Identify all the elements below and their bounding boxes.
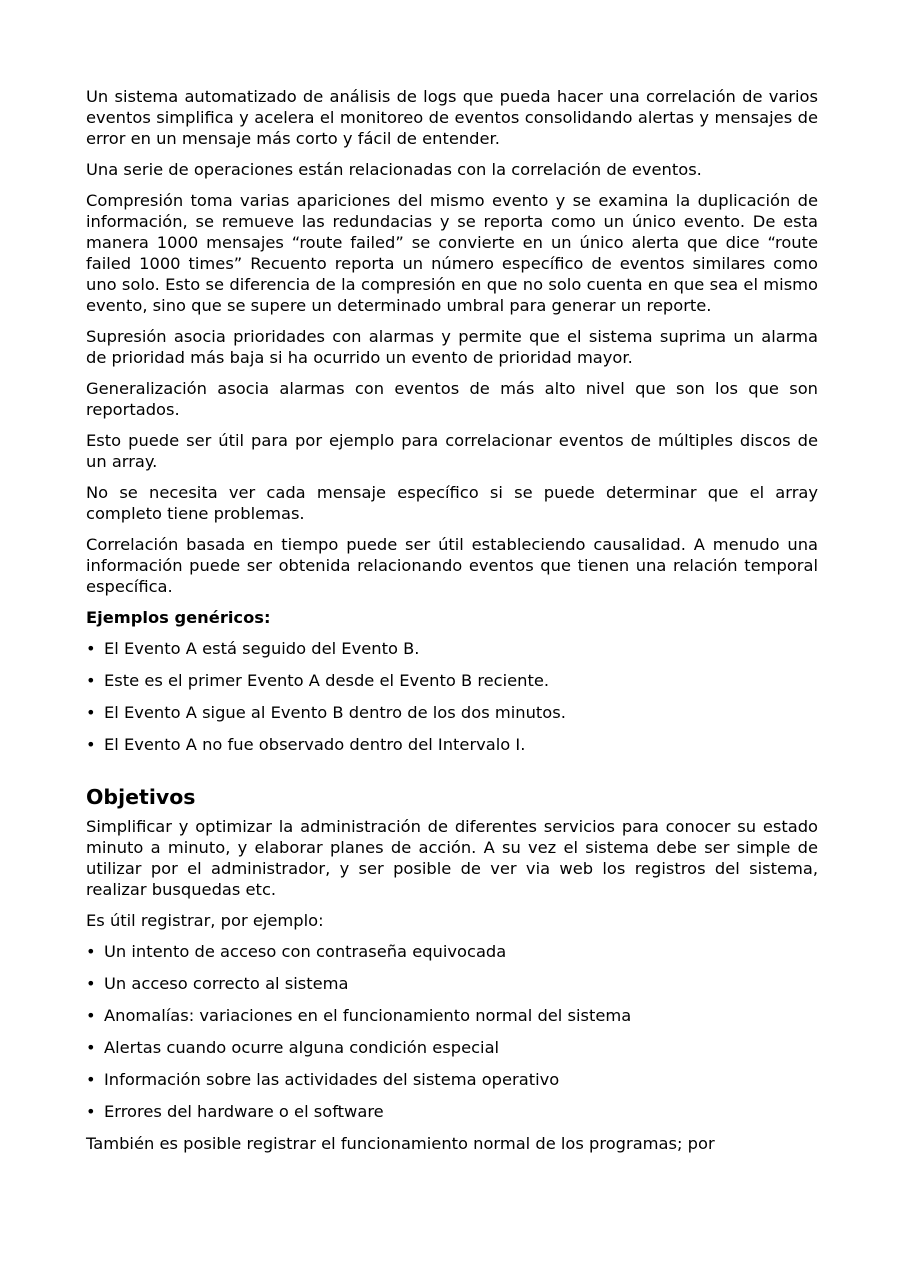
paragraph: No se necesita ver cada mensaje específico si se puede determinar que el array completo tiene problemas. <box>86 483 818 523</box>
paragraph: Supresión asocia prioridades con alarmas y permite que el sistema suprima un alarma de prioridad más baja si ha ocurrido un evento de prioridad mayor. <box>86 327 818 367</box>
paragraph: Esto puede ser útil para por ejemplo para correlacionar eventos de múltiples discos de un array. <box>86 431 818 471</box>
paragraph: Correlación basada en tiempo puede ser útil estableciendo causalidad. A menudo una información puede ser obtenida relacionando eventos que tienen una relación temporal específica. <box>86 535 818 596</box>
paragraph: También es posible registrar el funcionamiento normal de los programas; por <box>86 1134 715 1153</box>
paragraph: Simplificar y optimizar la administración de diferentes servicios para conocer su estado minuto a minuto, y elaborar planes de acción. A su vez el sistema debe ser simple de utilizar por el administrador, y ser posible de ver via web los registros del sistema, realizar busquedas etc. <box>86 817 818 899</box>
list-item: • El Evento A está seguido del Evento B. <box>86 638 818 659</box>
list-item: • Un acceso correcto al sistema <box>86 973 818 994</box>
paragraph: Un sistema automatizado de análisis de logs que pueda hacer una correlación de varios eventos simplifica y acelera el monitoreo de eventos consolidando alertas y mensajes de error en un mensaje más corto y fácil de entender. <box>86 87 818 148</box>
paragraph: Generalización asocia alarmas con eventos de más alto nivel que son los que son reportados. <box>86 379 818 419</box>
paragraph: Una serie de operaciones están relacionadas con la correlación de eventos. <box>86 160 702 179</box>
list-item: • El Evento A no fue observado dentro del Intervalo I. <box>86 734 818 755</box>
list-item: • Errores del hardware o el software <box>86 1101 818 1122</box>
list-item: • Alertas cuando ocurre alguna condición especial <box>86 1037 818 1058</box>
list-item: • Este es el primer Evento A desde el Evento B reciente. <box>86 670 818 691</box>
list-item: • Un intento de acceso con contraseña equivocada <box>86 941 818 962</box>
list-item: • Información sobre las actividades del sistema operativo <box>86 1069 818 1090</box>
paragraph: Es útil registrar, por ejemplo: <box>86 911 324 930</box>
section-heading-objetivos: Objetivos <box>86 785 196 809</box>
list-item: • El Evento A sigue al Evento B dentro de los dos minutos. <box>86 702 818 723</box>
examples-list <box>86 638 818 755</box>
examples-heading: Ejemplos genéricos: <box>86 608 271 627</box>
list-item: • Anomalías: variaciones en el funcionamiento normal del sistema <box>86 1005 818 1026</box>
registro-list <box>86 941 818 1122</box>
document-page <box>86 86 818 1154</box>
paragraph: Compresión toma varias apariciones del mismo evento y se examina la duplicación de información, se remueve las redundacias y se reporta como un único evento. De esta manera 1000 mensajes “route failed” se convierte en un único alerta que dice “route failed 1000 times” Recuento reporta un número específico de eventos similares como uno solo. Esto se diferencia de la compresión en que no solo cuenta en que sea el mismo evento, sino que se supere un determinado umbral para generar un reporte. <box>86 191 818 315</box>
